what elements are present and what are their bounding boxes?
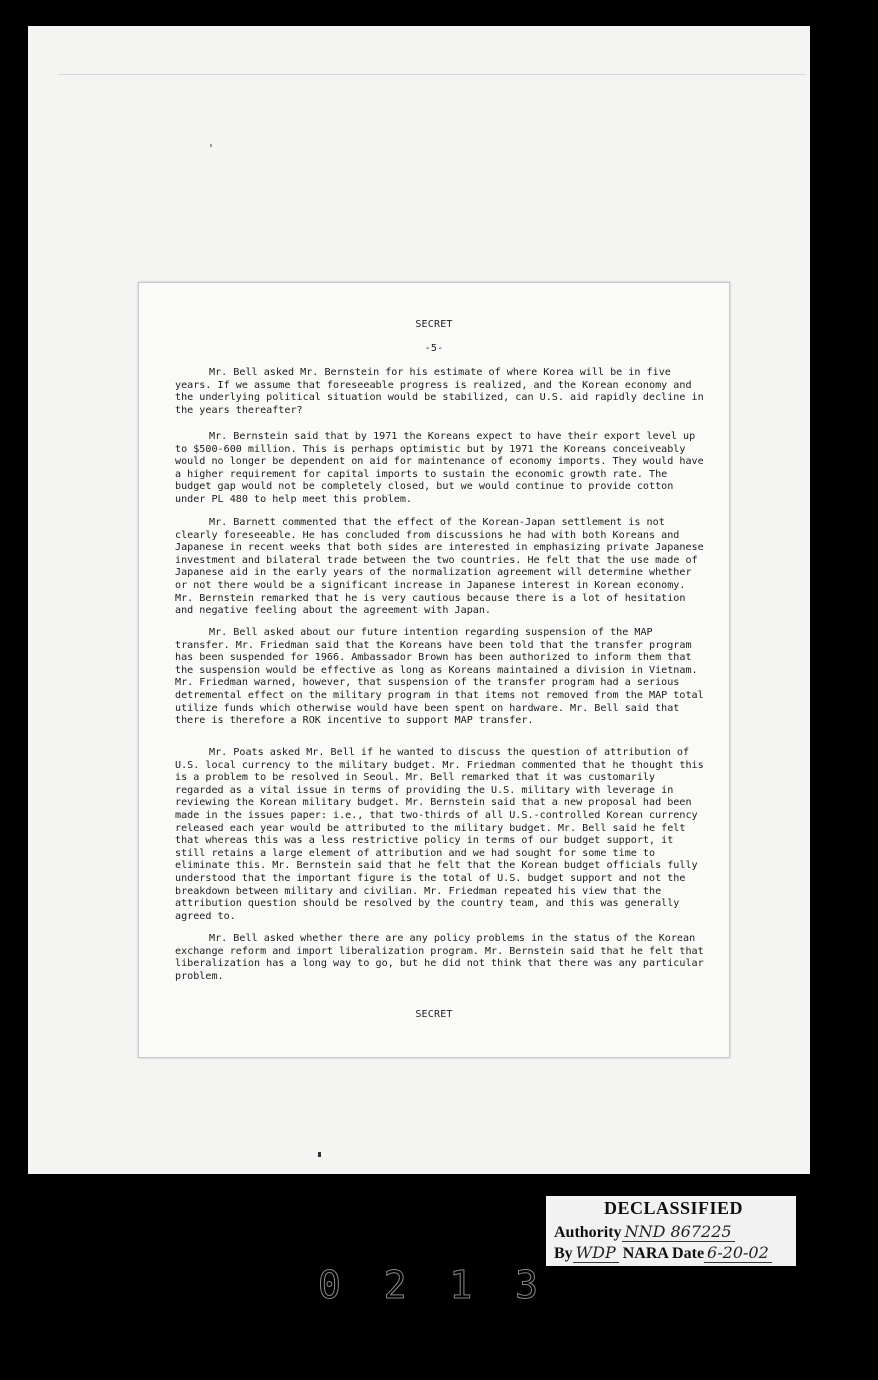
paragraph-3: Mr. Barnett commented that the effect of the Korean-Japan settlement is not clearly foreseeable. He has concluded from discussions he had with both Koreans and Japanese in recent weeks that both sides are interested in emphasizing private Japanese investment and bilateral trade between the two countries. He felt that the use made of Japanese aid in the early years of the normalization agreement will determine whether or not there would be a significant increase in Japanese interest in Korean economy. Mr. Bernstein remarked that he is very cautious because there is a lot of hesitation and negative feeling about the agreement with Japan. <box>175 517 704 617</box>
document-page <box>138 282 730 1058</box>
page-rule-line <box>58 74 806 75</box>
frame-digit: 1 <box>449 1263 473 1307</box>
paragraph-6: Mr. Bell asked whether there are any policy problems in the status of the Korean exchange reform and import liberalization program. Mr. Bernstein said that he felt that liberalization has a long way to go, but he did not think that there was any particular problem. <box>175 933 704 982</box>
stamp-by-value: WDP <box>573 1243 619 1263</box>
scan-speck <box>318 1152 321 1157</box>
stamp-nara-date-value: 6-20-02 <box>704 1243 772 1263</box>
paragraph-1: Mr. Bell asked Mr. Bernstein for his estimate of where Korea will be in five years. If we assume that foreseeable progress is realized, and the Korean economy and the underlying political situation would be stabilized, can U.S. aid rapidly decline in the years thereafter? <box>175 367 704 416</box>
scan-speck <box>210 144 212 147</box>
paragraph-4: Mr. Bell asked about our future intention regarding suspension of the MAP transfer. Mr. Friedman said that the Koreans have been told that the transfer program has been suspended for 1966. Ambassador Brown has been authorized to inform them that the suspension would be effective as long as Koreans maintained a division in Vietnam. Mr. Friedman warned, however, that suspension of the transfer program had a serious detremental effect on the military program in that items not removed from the MAP total utilize funds which otherwise would have been spent on hardware. Mr. Bell said that there is therefore a ROK incentive to support MAP transfer. <box>175 627 704 727</box>
frame-digit: 2 <box>383 1263 407 1307</box>
stamp-authority-value: NND 867225 <box>622 1222 735 1242</box>
page-number: -5- <box>424 343 444 354</box>
microfilm-frame-number <box>318 1263 538 1307</box>
frame-digit: 3 <box>515 1263 538 1307</box>
stamp-by-label: By <box>554 1245 573 1262</box>
stamp-nara-date-label: NARA Date <box>622 1245 705 1262</box>
stamp-authority-line <box>554 1222 735 1242</box>
header-classification: SECRET <box>415 319 453 330</box>
footer-classification: SECRET <box>415 1009 453 1020</box>
declassified-stamp <box>546 1196 796 1266</box>
stamp-title: DECLASSIFIED <box>604 1198 744 1218</box>
paragraph-2: Mr. Bernstein said that by 1971 the Koreans expect to have their export level up to $500-600 million. This is perhaps optimistic but by 1971 the Koreans conceiveably would no longer be dependent on aid for maintenance of economy imports. They would have a higher requirement for capital imports to sustain the economic growth rate. The budget gap would not be completely closed, but we would continue to provide cotton under PL 480 to help meet this problem. <box>175 431 704 505</box>
stamp-by-line <box>554 1243 772 1263</box>
paragraph-5: Mr. Poats asked Mr. Bell if he wanted to discuss the question of attribution of U.S. local currency to the military budget. Mr. Friedman commented that he thought this is a problem to be resolved in Seoul. Mr. Bell remarked that it was customarily regarded as a vital issue in terms of providing the U.S. military with leverage in reviewing the Korean military budget. Mr. Bernstein said that a new proposal had been made in the issues paper: i.e., that two-thirds of all U.S.-controlled Korean currency released each year would be attributed to the military budget. Mr. Bell said he felt that whereas this was a less restrictive policy in terms of our budget support, it still retains a large element of attribution and we had sought for some time to eliminate this. Mr. Bernstein said that he felt that the Korean budget officials fully understood that the important figure is the total of U.S. budget support and not the breakdown between military and civilian. Mr. Friedman repeated his view that the attribution question should be resolved by the country team, and this was generally agreed to. <box>175 747 704 922</box>
stamp-authority-label: Authority <box>554 1224 622 1241</box>
frame-digit: 0 <box>318 1263 341 1307</box>
